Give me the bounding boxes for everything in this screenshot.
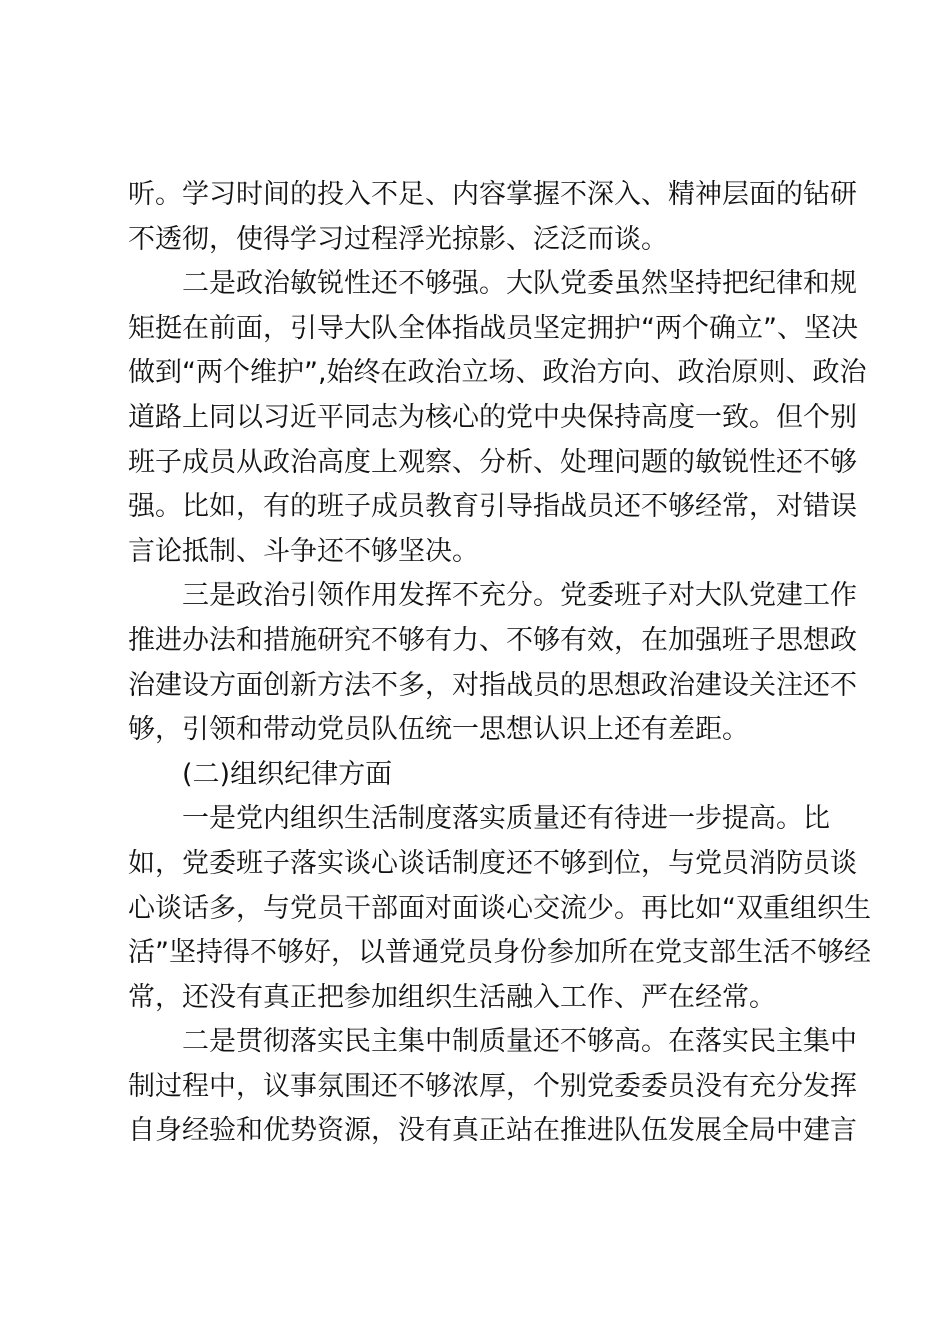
text-line: 强。比如，有的班子成员教育引导指战员还不够经常，对错误 bbox=[128, 491, 857, 523]
text-line: 不透彻，使得学习过程浮光掠影、泛泛而谈。 bbox=[128, 223, 668, 255]
text-line: 二是贯彻落实民主集中制质量还不够高。在落实民主集中 bbox=[182, 1026, 857, 1058]
text-line: 推进办法和措施研究不够有力、不够有效，在加强班子思想政 bbox=[128, 624, 857, 656]
document-body bbox=[128, 173, 871, 1154]
text-line: 活”坚持得不够好，以普通党员身份参加所在党支部生活不够经 bbox=[128, 937, 871, 969]
text-line: 矩挺在前面，引导大队全体指战员坚定拥护“两个确立”、坚决 bbox=[128, 312, 858, 344]
text-line: 做到“两个维护”,始终在政治立场、政治方向、政治原则、政治 bbox=[128, 357, 867, 389]
text-line: 一是党内组织生活制度落实质量还有待进一步提高。比 bbox=[182, 803, 830, 835]
text-line: 三是政治引领作用发挥不充分。党委班子对大队党建工作 bbox=[182, 580, 857, 612]
text-line: 言论抵制、斗争还不够坚决。 bbox=[128, 535, 479, 567]
text-line: (二)组织纪律方面 bbox=[182, 758, 393, 790]
text-line: 听。学习时间的投入不足、内容掌握不深入、精神层面的钻研 bbox=[128, 179, 857, 210]
text-line: 制过程中，议事氛围还不够浓厚，个别党委委员没有充分发挥 bbox=[128, 1070, 857, 1102]
text-line: 常，还没有真正把参加组织生活融入工作、严在经常。 bbox=[128, 981, 776, 1013]
text-line: 心谈话多，与党员干部面对面谈心交流少。再比如“双重组织生 bbox=[128, 892, 871, 924]
text-line: 如，党委班子落实谈心谈话制度还不够到位，与党员消防员谈 bbox=[128, 847, 857, 879]
text-line: 班子成员从政治高度上观察、分析、处理问题的敏锐性还不够 bbox=[128, 446, 857, 478]
text-line: 够，引领和带动党员队伍统一思想认识上还有差距。 bbox=[128, 714, 749, 746]
text-line: 二是政治敏锐性还不够强。大队党委虽然坚持把纪律和规 bbox=[182, 268, 857, 300]
text-line: 道路上同以习近平同志为核心的党中央保持高度一致。但个别 bbox=[128, 401, 857, 433]
text-line: 自身经验和优势资源，没有真正站在推进队伍发展全局中建言 bbox=[128, 1115, 857, 1147]
text-line: 治建设方面创新方法不多，对指战员的思想政治建设关注还不 bbox=[128, 669, 857, 701]
